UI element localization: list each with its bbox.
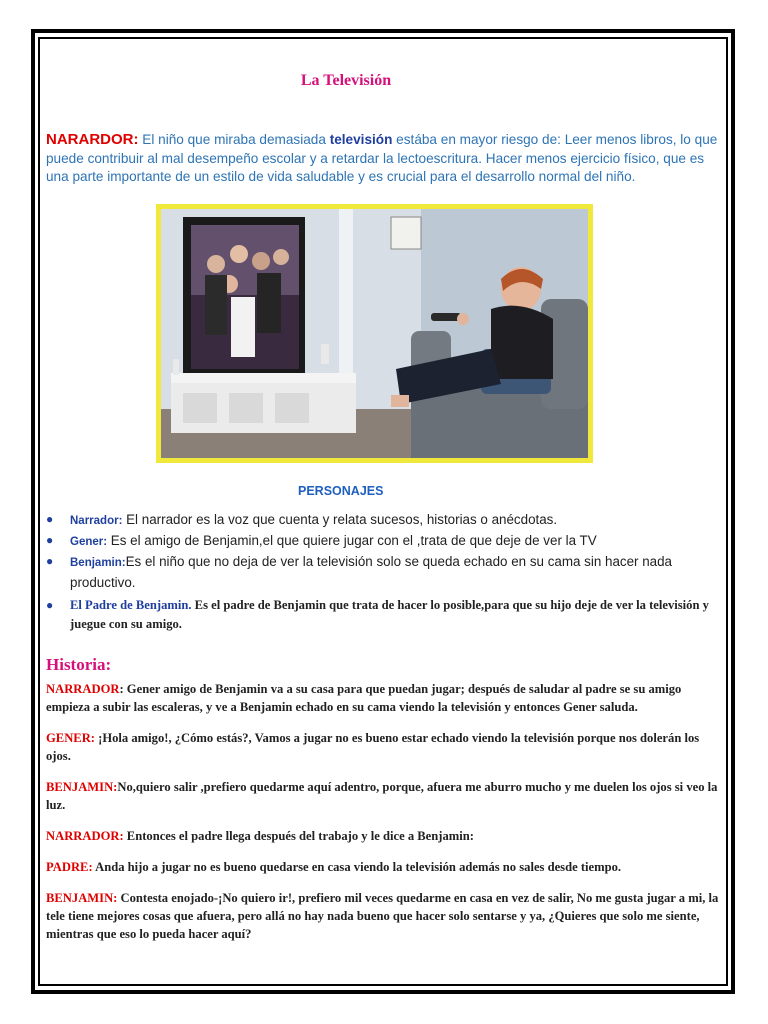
narrator-label: NARARDOR:	[46, 131, 139, 148]
character-name: Benjamin:	[70, 557, 126, 569]
character-name: Narrador:	[70, 515, 123, 527]
character-name: Gener:	[70, 536, 108, 548]
dialogue-text: : Gener amigo de Benjamin va a su casa para que puedan jugar; después de saludar al padre se su amigo empieza a subir las escaleras, y ve a Benjamin echado en su cama viendo la televisión y entonces Gener saluda.	[46, 682, 682, 714]
story-dialogue	[46, 680, 726, 956]
dialogue-line	[46, 889, 726, 943]
historia-heading: Historia:	[46, 655, 112, 674]
bullet-icon: ●	[46, 598, 54, 612]
speaker-label: GENER:	[46, 731, 95, 745]
narrator-highlight: televisión	[329, 132, 393, 147]
character-desc: Es el amigo de Benjamin,el que quiere jugar con el ,trata de que deje de ver la TV	[107, 533, 597, 548]
dialogue-line	[46, 858, 726, 876]
list-item	[46, 510, 726, 531]
narrator-intro	[46, 131, 718, 187]
character-list	[46, 510, 726, 634]
dialogue-line	[46, 827, 726, 845]
list-item	[46, 531, 726, 552]
dialogue-text: Contesta enojado-¡No quiero ir!, prefiero mil veces quedarme en casa en vez de salir, No me gusta jugar a mi, la tele tiene mejores cosas que afuera, pero allá no hay nada bueno que hacer solo sentarse y ya, ¿Quieres que solo me siente, mientras que eso lo pueda hacer aquí?	[46, 891, 719, 941]
character-desc: Es el padre de Benjamin que trata de hacer lo posible,para que su hijo deje de ver la televisión y juegue con su amigo.	[70, 598, 709, 631]
bullet-icon: ●	[46, 533, 54, 547]
bullet-icon: ●	[46, 554, 54, 568]
boy-watching-tv-photo	[161, 209, 588, 458]
speaker-label: BENJAMIN:	[46, 780, 118, 794]
speaker-label: BENJAMIN:	[46, 891, 118, 905]
tv-photo-frame	[156, 204, 593, 463]
speaker-label: PADRE:	[46, 860, 93, 874]
dialogue-text: No,quiero salir ,prefiero quedarme aquí adentro, porque, afuera me aburro mucho y me duelen los ojos si veo la luz.	[46, 780, 718, 812]
dialogue-text: ¡Hola amigo!, ¿Cómo estás?, Vamos a jugar no es bueno estar echado viendo la televisión porque nos dolerán los ojos.	[46, 731, 700, 763]
dialogue-line	[46, 729, 726, 765]
character-desc: Es el niño que no deja de ver la televisión solo se queda echado en su cama sin hacer nada productivo.	[70, 554, 673, 590]
speaker-label: NARRADOR	[46, 682, 120, 696]
list-item	[46, 596, 726, 634]
list-item	[46, 552, 726, 592]
dialogue-text: Entonces el padre llega después del trabajo y le dice a Benjamin:	[123, 829, 474, 843]
dialogue-line	[46, 680, 726, 716]
narrator-text-after: estába en mayor riesgo de: Leer menos libros, lo que puede contribuir al mal desempeño escolar y a retardar la lectoescritura. Hacer menos ejercicio físico, que es una parte importante de un estilo de vida saludable y es crucial para el desarrollo normal del niño.	[46, 132, 718, 184]
dialogue-line	[46, 778, 726, 814]
bullet-icon: ●	[46, 512, 54, 526]
speaker-label: NARRADOR:	[46, 829, 124, 843]
document-title: La Televisión	[300, 72, 392, 89]
character-desc: El narrador es la voz que cuenta y relata sucesos, historias o anécdotas.	[122, 512, 558, 527]
narrator-text-before: El niño que miraba demasiada	[138, 132, 330, 147]
dialogue-text: Anda hijo a jugar no es bueno quedarse en casa viendo la televisión además no sales desde tiempo.	[92, 860, 622, 874]
character-name: El Padre de Benjamin.	[70, 598, 192, 612]
